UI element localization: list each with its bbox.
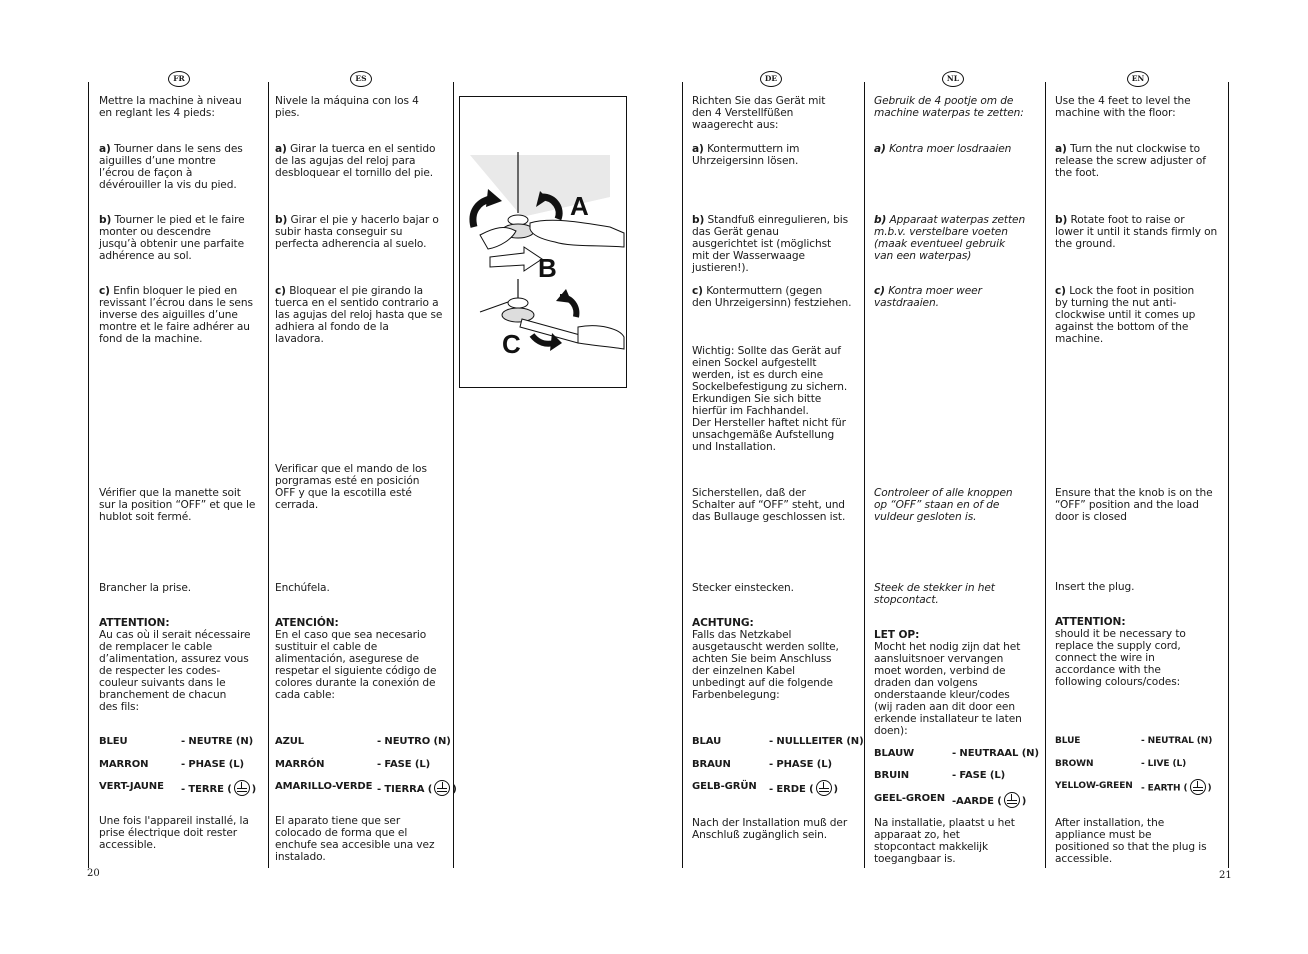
step-b: b) Rotate foot to raise or lower it until it stands firmly on the ground.	[1055, 214, 1218, 250]
language-badge-fr: FR	[168, 71, 190, 87]
attention-title: LET OP:	[874, 629, 920, 641]
attention-title: ATTENTION:	[99, 617, 170, 629]
column-rule	[88, 82, 89, 868]
leveling-feet-illustration	[459, 96, 627, 388]
intro-text: Richten Sie das Gerät mit den 4 Verstellfüßen waagerecht aus:	[692, 95, 826, 131]
intro-text: Gebruik de 4 pootje om de machine waterpas te zetten:	[874, 95, 1024, 119]
check-knob-text: Sicherstellen, daß der Schalter auf “OFF” steht, und das Bullauge geschlossen ist.	[692, 487, 846, 523]
check-knob-text: Controleer of alle knoppen op “OFF” staan en of de vuldeur gesloten is.	[874, 487, 1013, 523]
plug-text: Steek de stekker in het stopcontact.	[874, 582, 995, 606]
figure-label-c: C	[502, 329, 521, 359]
step-a: a) Tourner dans le sens des aiguilles d’une montre l’écrou de façon à dévérouiller la vis du pied.	[99, 143, 243, 191]
step-a: a) Kontra moer losdraaien	[874, 143, 1012, 155]
step-b: b) Standfuß einregulieren, bis das Gerät genau ausgerichtet ist (möglichst mit der Wasserwaage justieren!).	[692, 214, 849, 274]
attention-text: Falls das Netzkabel ausgetauscht werden sollte, achten Sie beim Anschluss der einzelnen Kabel unbedingt auf die folgende Farbenbelegung:	[692, 629, 839, 701]
attention-text: Mocht het nodig zijn dat het aansluitsnoer vervangen moet worden, verbind de draden dan volgens onderstaande kleur/codes (wij raden aan dit door een erkende installateur te laten doen):	[874, 641, 1022, 737]
step-c: c) Enfin bloquer le pied en revissant l’écrou dans le sens inverse des aiguilles d’une montre et le faire adhérer au fond de la machine.	[99, 285, 253, 345]
column-rule	[1228, 82, 1229, 868]
page-number-left: 20	[87, 868, 100, 879]
foot-adjustment-drawing	[460, 97, 626, 387]
earth-symbol-icon	[816, 780, 832, 796]
language-badge-en: EN	[1127, 71, 1149, 87]
column-rule	[268, 82, 269, 868]
intro-text: Nivele la máquina con los 4 pies.	[275, 95, 419, 119]
language-badge-es: ES	[350, 71, 372, 87]
step-a: a) Turn the nut clockwise to release the screw adjuster of the foot.	[1055, 143, 1206, 179]
attention-text: Au cas où il serait nécessaire de remplacer le cable d’alimentation, assurez vous de respecter les codes- couleur suivants dans le branchement de chacun des fils:	[99, 629, 251, 713]
plug-text: Insert the plug.	[1055, 581, 1135, 593]
attention-title: ACHTUNG:	[692, 617, 754, 629]
final-text: Na installatie, plaatst u het apparaat zo, het stopcontact makkelijk toegangbaar is.	[874, 817, 1015, 865]
step-a: a) Girar la tuerca en el sentido de las agujas del reloj para desbloquear el tornillo del pie.	[275, 143, 436, 179]
language-badge-de: DE	[760, 71, 782, 87]
step-b: b) Apparaat waterpas zetten m.b.v. verstelbare voeten (maak eventueel gebruik van een waterpas)	[874, 214, 1026, 262]
step-c: c) Kontermuttern (gegen den Uhrzeigersinn) festziehen.	[692, 285, 852, 309]
language-badge-nl: NL	[942, 71, 964, 87]
figure-label-a: A	[570, 191, 589, 221]
step-c: c) Bloquear el pie girando la tuerca en el sentido contrario a las agujas del reloj hasta que se adhiera al fondo de la lavadora.	[275, 285, 443, 345]
earth-symbol-icon	[1190, 779, 1206, 795]
intro-text: Use the 4 feet to level the machine with the floor:	[1055, 95, 1191, 119]
earth-symbol-icon	[434, 780, 450, 796]
plug-text: Brancher la prise.	[99, 582, 192, 594]
step-c: c) Lock the foot in position by turning the nut anti- clockwise until it comes up against the bottom of the machine.	[1055, 285, 1196, 345]
attention-text: should it be necessary to replace the supply cord, connect the wire in accordance with the following colours/codes:	[1055, 628, 1186, 688]
intro-text: Mettre la machine à niveau en reglant les 4 pieds:	[99, 95, 242, 119]
check-knob-text: Verificar que el mando de los porgramas esté en posición OFF y que la escotilla esté cerrada.	[275, 463, 427, 511]
column-rule	[453, 82, 454, 868]
plug-text: Stecker einstecken.	[692, 582, 794, 594]
step-b: b) Tourner le pied et le faire monter ou descendre jusqu’à obtenir une parfaite adhérence au sol.	[99, 214, 245, 262]
attention-title: ATENCIÓN:	[275, 617, 339, 629]
check-knob-text: Ensure that the knob is on the “OFF” position and the load door is closed	[1055, 487, 1213, 523]
step-c: c) Kontra moer weer vastdraaien.	[874, 285, 982, 309]
column-rule	[682, 82, 683, 868]
step-b: b) Girar el pie y hacerlo bajar o subir hasta conseguir su perfecta adherencia al suelo.	[275, 214, 439, 250]
step-a: a) Kontermuttern im Uhrzeigersinn lösen.	[692, 143, 800, 167]
attention-text: En el caso que sea necesario sustituir el cable de alimentación, asegurese de respetar el siguiente código de colores durante la conexión de cada cable:	[275, 629, 437, 701]
note-text: Wichtig: Sollte das Gerät auf einen Sockel aufgestellt werden, ist es durch eine Sockelbefestigung zu sichern. Erkundigen Sie sich bitte hierfür im Fachhandel. Der Hersteller haftet nicht für unsachgemäße Aufstellung und Installation.	[692, 345, 848, 453]
earth-symbol-icon	[234, 780, 250, 796]
plug-text: Enchúfela.	[275, 582, 330, 594]
earth-symbol-icon	[1004, 792, 1020, 808]
check-knob-text: Vérifier que la manette soit sur la position “OFF” et que le hublot soit fermé.	[99, 487, 256, 523]
final-text: Nach der Installation muß der Anschluß zugänglich sein.	[692, 817, 848, 841]
page-number-right: 21	[1219, 870, 1232, 881]
column-rule	[864, 82, 865, 868]
final-text: After installation, the appliance must be positioned so that the plug is accessible.	[1055, 817, 1207, 865]
figure-label-b: B	[538, 253, 557, 283]
final-text: El aparato tiene que ser colocado de forma que el enchufe sea accesible una vez instalado.	[275, 815, 435, 863]
final-text: Une fois l'appareil installé, la prise électrique doit rester accessible.	[99, 815, 249, 851]
attention-title: ATTENTION:	[1055, 616, 1126, 628]
column-rule	[1045, 82, 1046, 868]
